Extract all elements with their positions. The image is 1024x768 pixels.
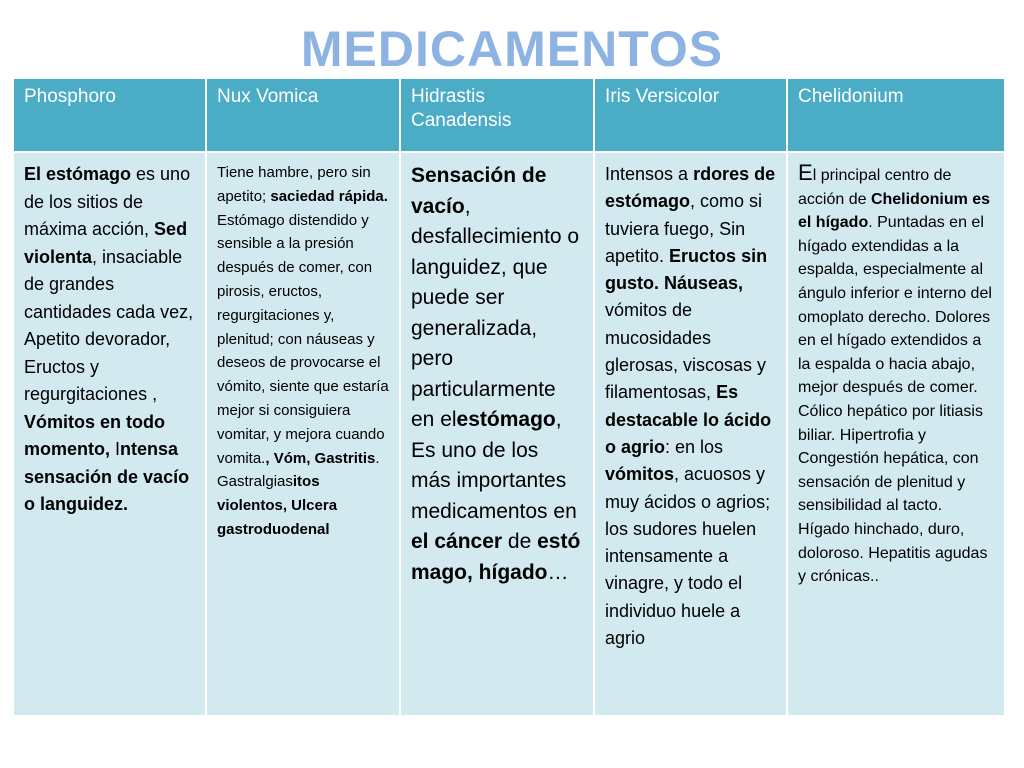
header-phosphoro: Phosphoro xyxy=(13,78,206,152)
table-header-row xyxy=(13,78,1005,152)
cell-chelidonium: El principal centro de acción de Chelidonium es el hígado. Puntadas en el hígado extendidas a la espalda, especialmente al ángulo inferior e interno del omoplato derecho. Dolores en el hígado extendidos a la espalda o hacia abajo, mejor después de comer. Cólico hepático por litiasis biliar. Hipertrofia y Congestión hepática, con sensación de plenitud y sensibilidad al tacto. Hígado hinchado, duro, doloroso. Hepatitis agudas y crónicas.. xyxy=(787,152,1005,716)
cell-iris-versicolor: Intensos a rdores de estómago, como si tuviera fuego, Sin apetito. Eructos sin gusto. Náuseas, vómitos de mucosidades glerosas, viscosas y filamentosas, Es destacable lo ácido o agrio: en los vómitos, acuosos y muy ácidos o agrios; los sudores huelen intensamente a vinagre, y todo el individuo huele a agrio xyxy=(594,152,787,716)
page-title: MEDICAMENTOS xyxy=(300,21,724,77)
cell-hidrastis-canadensis: Sensación de vacío, desfallecimiento o languidez, que puede ser generalizada, pero particularmente en elestómago, Es uno de los más importantes medicamentos en el cáncer de estó mago, hígado… xyxy=(400,152,594,716)
header-chelidonium: Chelidonium xyxy=(787,78,1005,152)
header-hidrastis-canadensis: Hidrastis Canadensis xyxy=(400,78,594,152)
table-row xyxy=(13,152,1005,716)
header-iris-versicolor: Iris Versicolor xyxy=(594,78,787,152)
cell-phosphoro: El estómago es uno de los sitios de máxima acción, Sed violenta, insaciable de grandes cantidades cada vez, Apetito devorador, Eructos y regurgitaciones , Vómitos en todo momento, Intensa sensación de vacío o languidez. xyxy=(13,152,206,716)
header-nux-vomica: Nux Vomica xyxy=(206,78,400,152)
cell-nux-vomica: Tiene hambre, pero sin apetito; saciedad rápida. Estómago distendido y sensible a la presión después de comer, con pirosis, eructos, regurgitaciones y, plenitud; con náuseas y deseos de provocarse el vómito, siente que estaría mejor si consiguiera vomitar, y mejora cuando vomita., Vóm, Gastritis. Gastralgiasitos violentos, Ulcera gastroduodenal xyxy=(206,152,400,716)
medicamentos-table xyxy=(12,77,1006,717)
